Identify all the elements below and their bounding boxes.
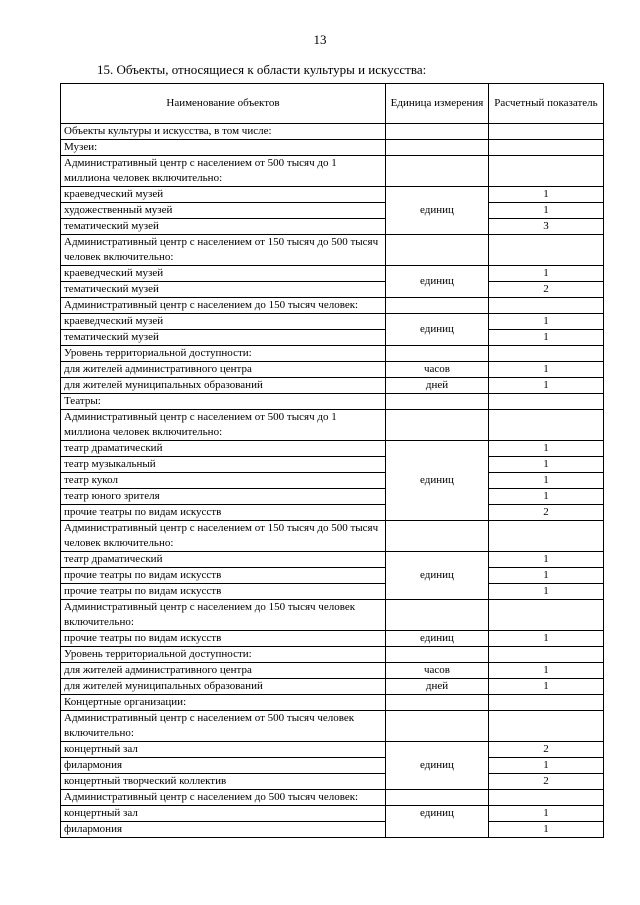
object-name-cell: краеведческий музей	[61, 187, 386, 203]
value-cell: 1	[489, 663, 604, 679]
table-row	[61, 758, 604, 774]
object-name-cell: Административный центр с населением от 500 тысяч до 1 миллиона человек включительно:	[61, 156, 386, 187]
table-row	[61, 266, 604, 282]
unit-cell	[386, 711, 489, 742]
section-title: 15. Объекты, относящиеся к области культуры и искусства:	[97, 62, 427, 77]
object-name-cell: театр драматический	[61, 441, 386, 457]
object-name-cell: прочие театры по видам искусств	[61, 584, 386, 600]
value-cell: 1	[489, 362, 604, 378]
table-row	[61, 235, 604, 266]
unit-cell: единиц	[386, 806, 489, 838]
unit-cell	[386, 156, 489, 187]
table-row	[61, 219, 604, 235]
value-cell	[489, 235, 604, 266]
table-row	[61, 473, 604, 489]
value-cell: 1	[489, 568, 604, 584]
value-cell: 2	[489, 282, 604, 298]
unit-cell	[386, 647, 489, 663]
value-cell: 1	[489, 489, 604, 505]
object-name-cell: прочие театры по видам искусств	[61, 568, 386, 584]
unit-cell	[386, 235, 489, 266]
value-cell	[489, 410, 604, 441]
value-cell: 3	[489, 219, 604, 235]
table-row	[61, 774, 604, 790]
object-name-cell: Административный центр с населением до 150 тысяч человек:	[61, 298, 386, 314]
value-cell	[489, 600, 604, 631]
table-row	[61, 568, 604, 584]
header-unit: Единица измерения	[386, 84, 489, 124]
table-row	[61, 441, 604, 457]
object-name-cell: театр драматический	[61, 552, 386, 568]
table-row	[61, 298, 604, 314]
object-name-cell: Уровень территориальной доступности:	[61, 647, 386, 663]
table-row	[61, 330, 604, 346]
value-cell: 1	[489, 473, 604, 489]
object-name-cell: Объекты культуры и искусства, в том числе:	[61, 124, 386, 140]
table-row	[61, 695, 604, 711]
unit-cell: дней	[386, 378, 489, 394]
table-row	[61, 394, 604, 410]
table-row	[61, 410, 604, 441]
table-row	[61, 346, 604, 362]
unit-cell: единиц	[386, 552, 489, 600]
value-cell: 1	[489, 266, 604, 282]
value-cell: 1	[489, 378, 604, 394]
object-name-cell: Музеи:	[61, 140, 386, 156]
object-name-cell: для жителей административного центра	[61, 362, 386, 378]
object-name-cell: краеведческий музей	[61, 314, 386, 330]
unit-cell	[386, 600, 489, 631]
value-cell: 1	[489, 330, 604, 346]
object-name-cell: краеведческий музей	[61, 266, 386, 282]
value-cell	[489, 394, 604, 410]
value-cell	[489, 346, 604, 362]
table-row	[61, 489, 604, 505]
object-name-cell: Театры:	[61, 394, 386, 410]
table-row	[61, 584, 604, 600]
unit-cell: единиц	[386, 314, 489, 346]
table-row	[61, 187, 604, 203]
table-row	[61, 552, 604, 568]
unit-cell: единиц	[386, 187, 489, 235]
object-name-cell: прочие театры по видам искусств	[61, 631, 386, 647]
value-cell: 1	[489, 441, 604, 457]
value-cell	[489, 647, 604, 663]
header-object-name: Наименование объектов	[61, 84, 386, 124]
table-row	[61, 600, 604, 631]
object-name-cell: тематический музей	[61, 219, 386, 235]
object-name-cell: Административный центр с населением от 150 тысяч до 500 тысяч человек включительно:	[61, 521, 386, 552]
value-cell	[489, 124, 604, 140]
value-cell	[489, 156, 604, 187]
table-row	[61, 790, 604, 806]
unit-cell: единиц	[386, 266, 489, 298]
unit-cell	[386, 140, 489, 156]
value-cell	[489, 695, 604, 711]
table-header-row	[61, 84, 604, 124]
value-cell: 1	[489, 552, 604, 568]
object-name-cell: Административный центр с населением до 150 тысяч человек включительно:	[61, 600, 386, 631]
object-name-cell: художественный музей	[61, 203, 386, 219]
object-name-cell: концертный творческий коллектив	[61, 774, 386, 790]
table-row	[61, 378, 604, 394]
table-row	[61, 742, 604, 758]
value-cell: 2	[489, 774, 604, 790]
unit-cell	[386, 298, 489, 314]
value-cell	[489, 140, 604, 156]
value-cell: 1	[489, 457, 604, 473]
value-cell: 2	[489, 742, 604, 758]
value-cell: 1	[489, 314, 604, 330]
table-row	[61, 156, 604, 187]
unit-cell	[386, 346, 489, 362]
value-cell: 1	[489, 758, 604, 774]
object-name-cell: прочие театры по видам искусств	[61, 505, 386, 521]
object-name-cell: театр юного зрителя	[61, 489, 386, 505]
unit-cell	[386, 124, 489, 140]
table-body	[61, 124, 604, 838]
object-name-cell: тематический музей	[61, 330, 386, 346]
object-name-cell: Концертные организации:	[61, 695, 386, 711]
object-name-cell: филармония	[61, 822, 386, 838]
table-row	[61, 203, 604, 219]
value-cell: 1	[489, 187, 604, 203]
value-cell: 1	[489, 584, 604, 600]
table-row	[61, 140, 604, 156]
table-row	[61, 124, 604, 140]
object-name-cell: для жителей муниципальных образований	[61, 679, 386, 695]
object-name-cell: Административный центр с населением до 500 тысяч человек:	[61, 790, 386, 806]
object-name-cell: концертный зал	[61, 806, 386, 822]
value-cell: 1	[489, 806, 604, 822]
unit-cell	[386, 410, 489, 441]
table-row	[61, 631, 604, 647]
value-cell: 1	[489, 822, 604, 838]
table-row	[61, 647, 604, 663]
table-row	[61, 521, 604, 552]
unit-cell	[386, 790, 489, 806]
value-cell: 1	[489, 203, 604, 219]
value-cell: 2	[489, 505, 604, 521]
value-cell: 1	[489, 679, 604, 695]
unit-cell: единиц	[386, 742, 489, 790]
value-cell	[489, 790, 604, 806]
object-name-cell: театр кукол	[61, 473, 386, 489]
object-name-cell: для жителей административного центра	[61, 663, 386, 679]
object-name-cell: Административный центр с населением от 500 тысяч до 1 миллиона человек включительно:	[61, 410, 386, 441]
header-indicator: Расчетный показатель	[489, 84, 604, 124]
unit-cell: часов	[386, 362, 489, 378]
table-row	[61, 314, 604, 330]
unit-cell	[386, 394, 489, 410]
unit-cell: часов	[386, 663, 489, 679]
table-row	[61, 457, 604, 473]
value-cell	[489, 711, 604, 742]
culture-objects-table	[60, 83, 604, 838]
value-cell	[489, 521, 604, 552]
object-name-cell: Административный центр с населением от 150 тысяч до 500 тысяч человек включительно:	[61, 235, 386, 266]
object-name-cell: Уровень территориальной доступности:	[61, 346, 386, 362]
table-row	[61, 362, 604, 378]
table-row	[61, 282, 604, 298]
unit-cell: дней	[386, 679, 489, 695]
unit-cell: единиц	[386, 441, 489, 521]
table-row	[61, 711, 604, 742]
value-cell: 1	[489, 631, 604, 647]
object-name-cell: театр музыкальный	[61, 457, 386, 473]
object-name-cell: для жителей муниципальных образований	[61, 378, 386, 394]
value-cell	[489, 298, 604, 314]
unit-cell	[386, 695, 489, 711]
table-row	[61, 822, 604, 838]
table-row	[61, 663, 604, 679]
table-row	[61, 679, 604, 695]
object-name-cell: концертный зал	[61, 742, 386, 758]
table-row	[61, 505, 604, 521]
object-name-cell: Административный центр с населением от 500 тысяч человек включительно:	[61, 711, 386, 742]
unit-cell	[386, 521, 489, 552]
table-row	[61, 806, 604, 822]
page-number: 13	[313, 32, 327, 47]
object-name-cell: филармония	[61, 758, 386, 774]
object-name-cell: тематический музей	[61, 282, 386, 298]
unit-cell: единиц	[386, 631, 489, 647]
